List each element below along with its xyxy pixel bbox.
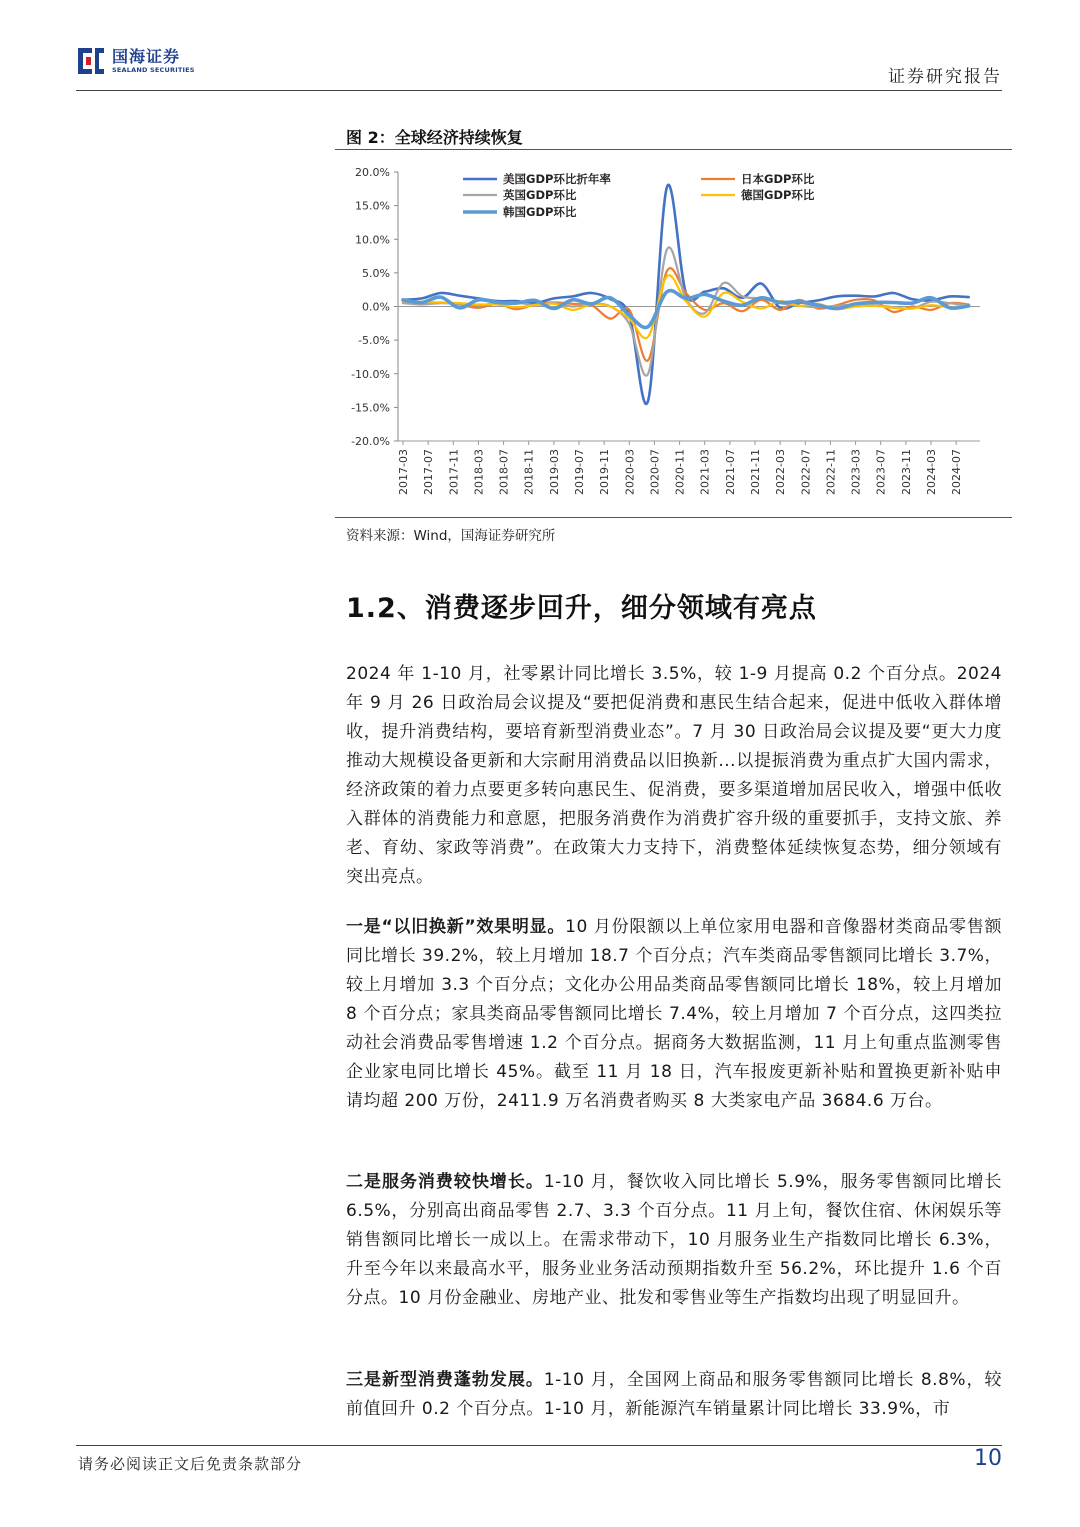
x-tick-label: 2021-03 [698, 449, 712, 495]
y-tick-label: 5.0% [362, 266, 390, 280]
y-tick-label: -5.0% [358, 334, 390, 348]
series-lines [403, 185, 969, 404]
paragraph-body: 10 月份限额以上单位家用电器和音像器材类商品零售额同比增长 39.2%，较上月增加 18.7 个百分点；汽车类商品零售额同比增长 3.7%，较上月增加 3.3 个百分点；文化办公用品类商品零售额同比增长 18%，较上月增加 8 个百分点；家具类商品零售额同比增长 7.4%，较上月增加 7 个百分点，这四类拉动社会消费品零售增速 1.2 个百分点。据商务大数据监测，11 月上旬重点监测零售企业家电同比增长 45%。截至 11 月 18 日，汽车报废更新补贴和置换更新补贴申请均超 200 万份，2411.9 万名消费者购买 8 大类家电产品 3684.6 万台。 [346, 917, 1002, 1111]
x-tick-label: 2017-07 [422, 449, 436, 495]
figure-source: 资料来源：Wind，国海证券研究所 [346, 528, 556, 544]
y-tick-label: 20.0% [355, 166, 390, 179]
paragraph-trade-in [346, 913, 1002, 1116]
legend-label: 韩国GDP环比 [503, 205, 577, 219]
paragraph-services [346, 1168, 1002, 1313]
x-tick-label: 2022-07 [799, 449, 813, 495]
section-title: 1.2、消费逐步回升，细分领域有亮点 [346, 593, 817, 624]
x-tick-label: 2020-07 [648, 449, 662, 495]
x-tick-label: 2020-11 [673, 449, 687, 495]
paragraph-body: 1-10 月，全国网上商品和服务零售额同比增长 8.8%，较前值回升 0.2 个百分点。1-10 月，新能源汽车销量累计同比增长 33.9%，市 [346, 1370, 1003, 1419]
gdp-line-chart [335, 152, 1012, 514]
footer-disclaimer: 请务必阅读正文后免责条款部分 [78, 1455, 303, 1473]
logo-chinese: 国海证券 [112, 46, 181, 66]
legend-label: 日本GDP环比 [741, 172, 815, 186]
figure-title: 图 2：全球经济持续恢复 [346, 128, 523, 147]
x-tick-label: 2022-03 [774, 449, 788, 495]
paragraph-overview: 2024 年 1-10 月，社零累计同比增长 3.5%，较 1-9 月提高 0.2 个百分点。2024 年 9 月 26 日政治局会议提及“要把促消费和惠民生结合起来，促进中低收入群体增收，提升消费结构，要培育新型消费业态”。7 月 30 日政治局会议提及要“更大力度推动大规模设备更新和大宗耐用消费品以旧换新...以提振消费为重点扩大国内需求，经济政策的着力点要更多转向惠民生、促消费，要多渠道增加居民收入，增强中低收入群体的消费能力和意愿，把服务消费作为消费扩容升级的重要抓手，支持文旅、养老、育幼、家政等消费”。在政策大力支持下，消费整体延续恢复态势，细分领域有突出亮点。 [346, 664, 1002, 887]
x-tick-label: 2020-03 [623, 449, 637, 495]
y-tick-label: 0.0% [362, 300, 390, 314]
legend-label: 德国GDP环比 [741, 188, 815, 202]
x-tick-label: 2019-03 [547, 449, 561, 495]
x-tick-label: 2019-07 [573, 449, 586, 495]
series-line-2 [403, 247, 969, 375]
y-tick-label: -15.0% [351, 401, 390, 415]
x-tick-label: 2021-11 [749, 449, 762, 495]
paragraph-lead: 二是服务消费较快增长。 [346, 1172, 544, 1192]
logo-english: SEALAND SECURITIES [112, 65, 195, 74]
header-divider [76, 90, 1002, 91]
y-tick-label: -10.0% [351, 367, 390, 381]
y-axis [351, 166, 398, 448]
y-tick-label: 10.0% [355, 233, 390, 247]
series-line-1 [403, 268, 969, 361]
x-tick-label: 2018-07 [497, 449, 511, 495]
x-tick-label: 2021-07 [723, 449, 737, 495]
x-tick-label: 2017-11 [447, 449, 461, 495]
x-tick-label: 2017-03 [397, 449, 410, 495]
x-tick-label: 2022-11 [824, 449, 838, 495]
sealand-logo-icon [76, 45, 106, 77]
figure-bottom-rule [335, 517, 1012, 518]
y-tick-label: 15.0% [355, 199, 390, 213]
x-axis [397, 307, 980, 495]
paragraph-lead: 三是新型消费蓬勃发展。 [346, 1370, 544, 1390]
page-number: 10 [974, 1446, 1002, 1471]
x-tick-label: 2018-11 [522, 449, 536, 495]
x-tick-label: 2024-03 [925, 449, 938, 495]
page-header [0, 0, 1080, 100]
x-tick-label: 2019-11 [598, 449, 612, 495]
paragraph-lead: 一是“以旧换新”效果明显。 [346, 917, 566, 937]
paragraph-body: 1-10 月，餐饮收入同比增长 5.9%，服务零售额同比增长 6.5%，分别高出商品零售 2.7、3.3 个百分点。11 月上旬，餐饮住宿、休闲娱乐等销售额同比增长一成以上。在需求带动下，10 月服务业生产指数同比增长 6.3%，升至今年以来最高水平，服务业业务活动预期指数升至 56.2%，环比提升 1.6 个百分点。10 月份金融业、房地产业、批发和零售业等生产指数均出现了明显回升。 [346, 1172, 1003, 1308]
figure-top-rule [335, 149, 1012, 150]
legend-label: 美国GDP环比折年率 [503, 172, 611, 186]
x-tick-label: 2018-03 [472, 449, 486, 495]
y-tick-label: -20.0% [351, 435, 390, 448]
paragraph-new-consumption [346, 1366, 1002, 1424]
legend-label: 英国GDP环比 [503, 188, 577, 202]
chart-legend [463, 172, 815, 219]
x-tick-label: 2024-07 [950, 449, 964, 495]
x-tick-label: 2023-03 [849, 449, 863, 495]
sealand-logo [76, 44, 195, 78]
report-type-label: 证券研究报告 [888, 67, 1002, 87]
x-tick-label: 2023-07 [874, 449, 888, 495]
x-tick-label: 2023-11 [899, 449, 913, 495]
footer-divider [76, 1445, 1002, 1446]
